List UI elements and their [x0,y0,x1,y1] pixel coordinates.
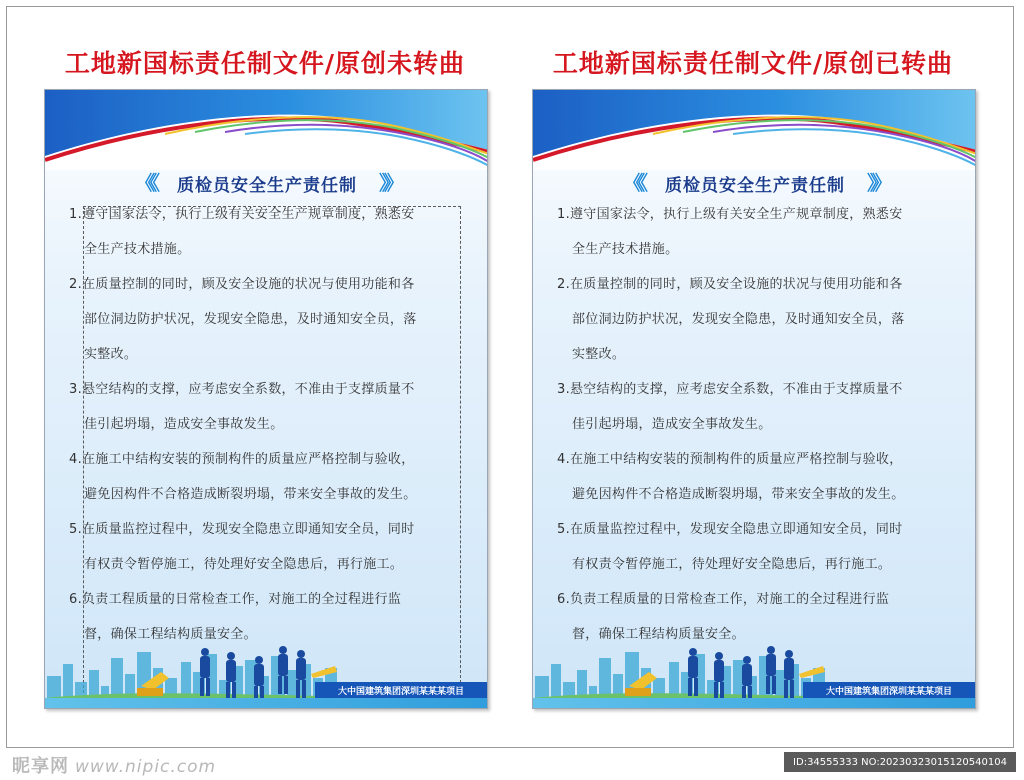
poster-unconverted [44,89,488,709]
right-title: 工地新国标责任制文件/原创已转曲 [552,49,954,78]
poster-heading: 质检员安全生产责任制 [177,175,357,196]
clause-line: 督，确保工程结构质量安全。 [572,627,745,642]
image-id-bar: ID:34555333 NO:20230323015120540104 [784,752,1016,772]
clause-line: 2.在质量控制的同时，顾及安全设施的状况与使用功能和各 [557,277,903,292]
chevron-left-icon: 《《 [135,171,155,195]
header-wave-graphic [45,90,488,170]
clause-line: 5.在质量监控过程中，发现安全隐患立即通知安全员，同时 [557,522,903,537]
clause-line: 部位洞边防护状况，发现安全隐患，及时通知安全员，落 [572,312,905,327]
text-frame-outline [83,206,461,698]
chevron-right-icon: 》》 [379,171,399,195]
left-title: 工地新国标责任制文件/原创未转曲 [64,49,466,78]
clause-line: 有权责令暂停施工，待处理好安全隐患后，再行施工。 [84,557,404,572]
clause-line: 3.悬空结构的支撑，应考虑安全系数，不准由于支撑质量不 [557,382,903,397]
clause-line: 6.负责工程质量的日常检查工作，对施工的全过程进行监 [69,592,402,607]
clause-line: 3.悬空结构的支撑，应考虑安全系数，不准由于支撑质量不 [69,382,415,397]
clause-line: 佳引起坍塌，造成安全事故发生。 [84,417,284,432]
clause-line: 督，确保工程结构质量安全。 [84,627,257,642]
poster-heading: 质检员安全生产责任制 [665,175,845,196]
clause-line: 避免因构件不合格造成断裂坍塌，带来安全事故的发生。 [572,487,905,502]
clause-line: 全生产技术措施。 [572,242,679,257]
company-footer-label: 大中国建筑集团深圳某某某项目 [315,682,487,698]
watermark [12,752,216,778]
clause-line: 佳引起坍塌，造成安全事故发生。 [572,417,772,432]
watermark-url: www.nipic.com [75,757,217,777]
clause-line: 有权责令暂停施工，待处理好安全隐患后，再行施工。 [572,557,892,572]
clause-line: 实整改。 [84,347,138,362]
clause-line: 2.在质量控制的同时，顾及安全设施的状况与使用功能和各 [69,277,415,292]
clause-line: 5.在质量监控过程中，发现安全隐患立即通知安全员，同时 [69,522,415,537]
clause-line: 1.遵守国家法令，执行上级有关安全生产规章制度，熟悉安 [557,207,903,222]
clause-line: 全生产技术措施。 [84,242,191,257]
clause-line: 4.在施工中结构安装的预制构件的质量应严格控制与验收， [69,452,415,467]
clause-line: 避免因构件不合格造成断裂坍塌，带来安全事故的发生。 [84,487,417,502]
clause-line: 实整改。 [572,347,626,362]
responsibility-clauses [557,202,957,657]
company-footer-label: 大中国建筑集团深圳某某某项目 [803,682,975,698]
clause-line: 部位洞边防护状况，发现安全隐患，及时通知安全员，落 [84,312,417,327]
clause-line: 1.遵守国家法令，执行上级有关安全生产规章制度，熟悉安 [69,207,415,222]
chevron-right-icon: 》》 [867,171,887,195]
footer-stripe [45,698,488,708]
header-wave-graphic [533,90,976,170]
poster-converted [532,89,976,709]
watermark-brand: 昵享网 [12,756,69,777]
poster-header [533,170,976,196]
chevron-left-icon: 《《 [623,171,643,195]
clause-line: 4.在施工中结构安装的预制构件的质量应严格控制与验收， [557,452,903,467]
footer-stripe [533,698,976,708]
poster-header [45,170,488,196]
clause-line: 6.负责工程质量的日常检查工作，对施工的全过程进行监 [557,592,890,607]
